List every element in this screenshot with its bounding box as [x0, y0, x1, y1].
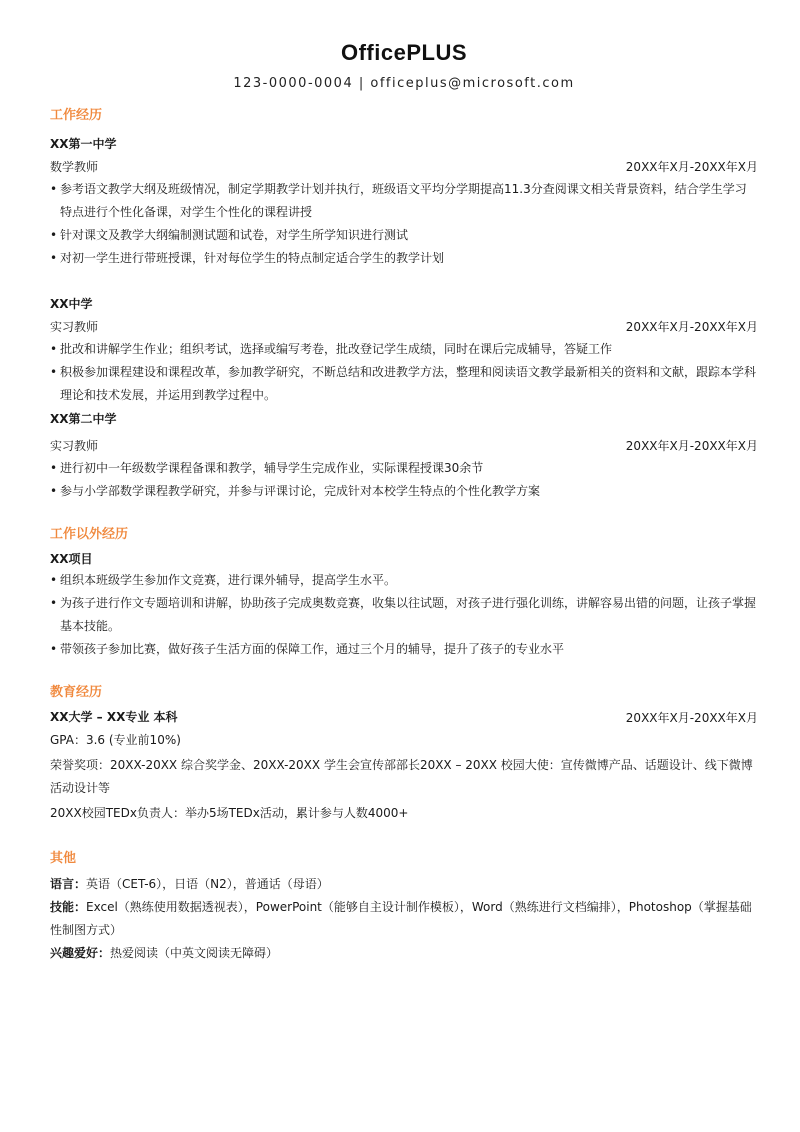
job-entry — [50, 294, 758, 407]
bullet-item: • 组织本班级学生参加作文竞赛，进行课外辅导，提高学生水平。 — [50, 569, 758, 592]
job-entry — [50, 134, 758, 270]
project-name: XX项目 — [50, 552, 93, 566]
job-role: 数学教师 — [50, 160, 99, 174]
hobby-value: 热爱阅读（中英文阅读无障碍） — [110, 946, 279, 960]
job-org: XX第二中学 — [50, 412, 117, 426]
job-role-row — [50, 156, 758, 178]
honors-text: 荣誉奖项：20XX-20XX 综合奖学金、20XX-20XX 学生会宣传部部长20XX – 20XX 校园大使：宣传微博产品、话题设计、线下微博活动设计等 — [50, 758, 753, 795]
bullet-item: • 针对课文及教学大纲编制测试题和试卷，对学生所学知识进行测试 — [50, 224, 758, 247]
hobby-label: 兴趣爱好： — [50, 946, 111, 960]
job-period: 20XX年X月-20XX年X月 — [625, 160, 758, 174]
education-section-title: 教育经历 — [50, 685, 103, 700]
other-section — [50, 849, 758, 965]
bullet-item: • 参与小学部数学课程教学研究，并参与评课讨论，完成针对本校学生特点的个性化教学方案 — [50, 480, 758, 503]
job-role: 实习教师 — [50, 320, 99, 334]
job-org: XX第一中学 — [50, 137, 117, 151]
job-role-row — [50, 316, 758, 338]
bullet-item: • 带领孩子参加比赛，做好孩子生活方面的保障工作，通过三个月的辅导，提升了孩子的专业水平 — [50, 638, 758, 661]
tedx-text: 20XX校园TEDx负责人：举办5场TEDx活动，累计参与人数4000+ — [50, 806, 409, 820]
skills-label: 技能： — [50, 900, 87, 914]
job-entry — [50, 409, 758, 503]
education-section — [50, 683, 758, 825]
education-row — [50, 707, 758, 729]
contact-line: 123-0000-0004 | officeplus@microsoft.com — [233, 76, 575, 91]
extra-section-title: 工作以外经历 — [50, 527, 129, 542]
bullet-item: • 对初一学生进行带班授课，针对每位学生的特点制定适合学生的教学计划 — [50, 247, 758, 270]
bullet-item: • 参考语文教学大纲及班级情况，制定学期教学计划并执行，班级语文平均分学期提高11.3分查阅课文相关背景资料，结合学生学习特点进行个性化备课，对学生个性化的课程讲授 — [50, 178, 758, 224]
job-period: 20XX年X月-20XX年X月 — [625, 320, 758, 334]
language-value: 英语（CET-6），日语（N2），普通话（母语） — [86, 877, 329, 891]
bullet-item: • 进行初中一年级数学课程备课和教学，辅导学生完成作业，实际课程授课30余节 — [50, 457, 758, 480]
job-org: XX中学 — [50, 297, 93, 311]
other-section-title: 其他 — [50, 851, 77, 866]
language-line — [50, 873, 758, 896]
job-role-row — [50, 435, 758, 457]
job-bullets — [50, 178, 758, 270]
candidate-name: OfficePLUS — [340, 40, 468, 65]
skills-value: Excel（熟练使用数据透视表），PowerPoint（能够自主设计制作模板），Word（熟练进行文档编排），Photoshop（掌握基础性制图方式） — [50, 900, 752, 937]
bullet-item: • 积极参加课程建设和课程改革，参加教学研究，不断总结和改进教学方法，整理和阅读语文教学最新相关的资料和文献，跟踪本学科理论和技术发展，并运用到教学过程中。 — [50, 361, 758, 407]
work-section — [50, 106, 758, 503]
gpa-text: GPA：3.6 (专业前10%) — [50, 733, 181, 747]
work-section-title: 工作经历 — [50, 108, 103, 123]
extra-section — [50, 525, 758, 661]
job-period: 20XX年X月-20XX年X月 — [625, 439, 758, 453]
bullet-item: • 为孩子进行作文专题培训和讲解，协助孩子完成奥数竞赛，收集以往试题，对孩子进行强化训练，讲解容易出错的问题，让孩子掌握基本技能。 — [50, 592, 758, 638]
job-bullets — [50, 338, 758, 407]
school-name: XX大学 – XX专业 本科 — [50, 710, 178, 724]
skills-line — [50, 896, 758, 942]
language-label: 语言： — [50, 877, 87, 891]
job-bullets — [50, 457, 758, 503]
project-bullets — [50, 569, 758, 661]
education-period: 20XX年X月-20XX年X月 — [625, 711, 758, 725]
bullet-item: • 批改和讲解学生作业；组织考试，选择或编写考卷，批改登记学生成绩，同时在课后完成辅导，答疑工作 — [50, 338, 758, 361]
hobby-line — [50, 942, 758, 965]
job-role: 实习教师 — [50, 439, 99, 453]
resume-page — [50, 0, 758, 965]
